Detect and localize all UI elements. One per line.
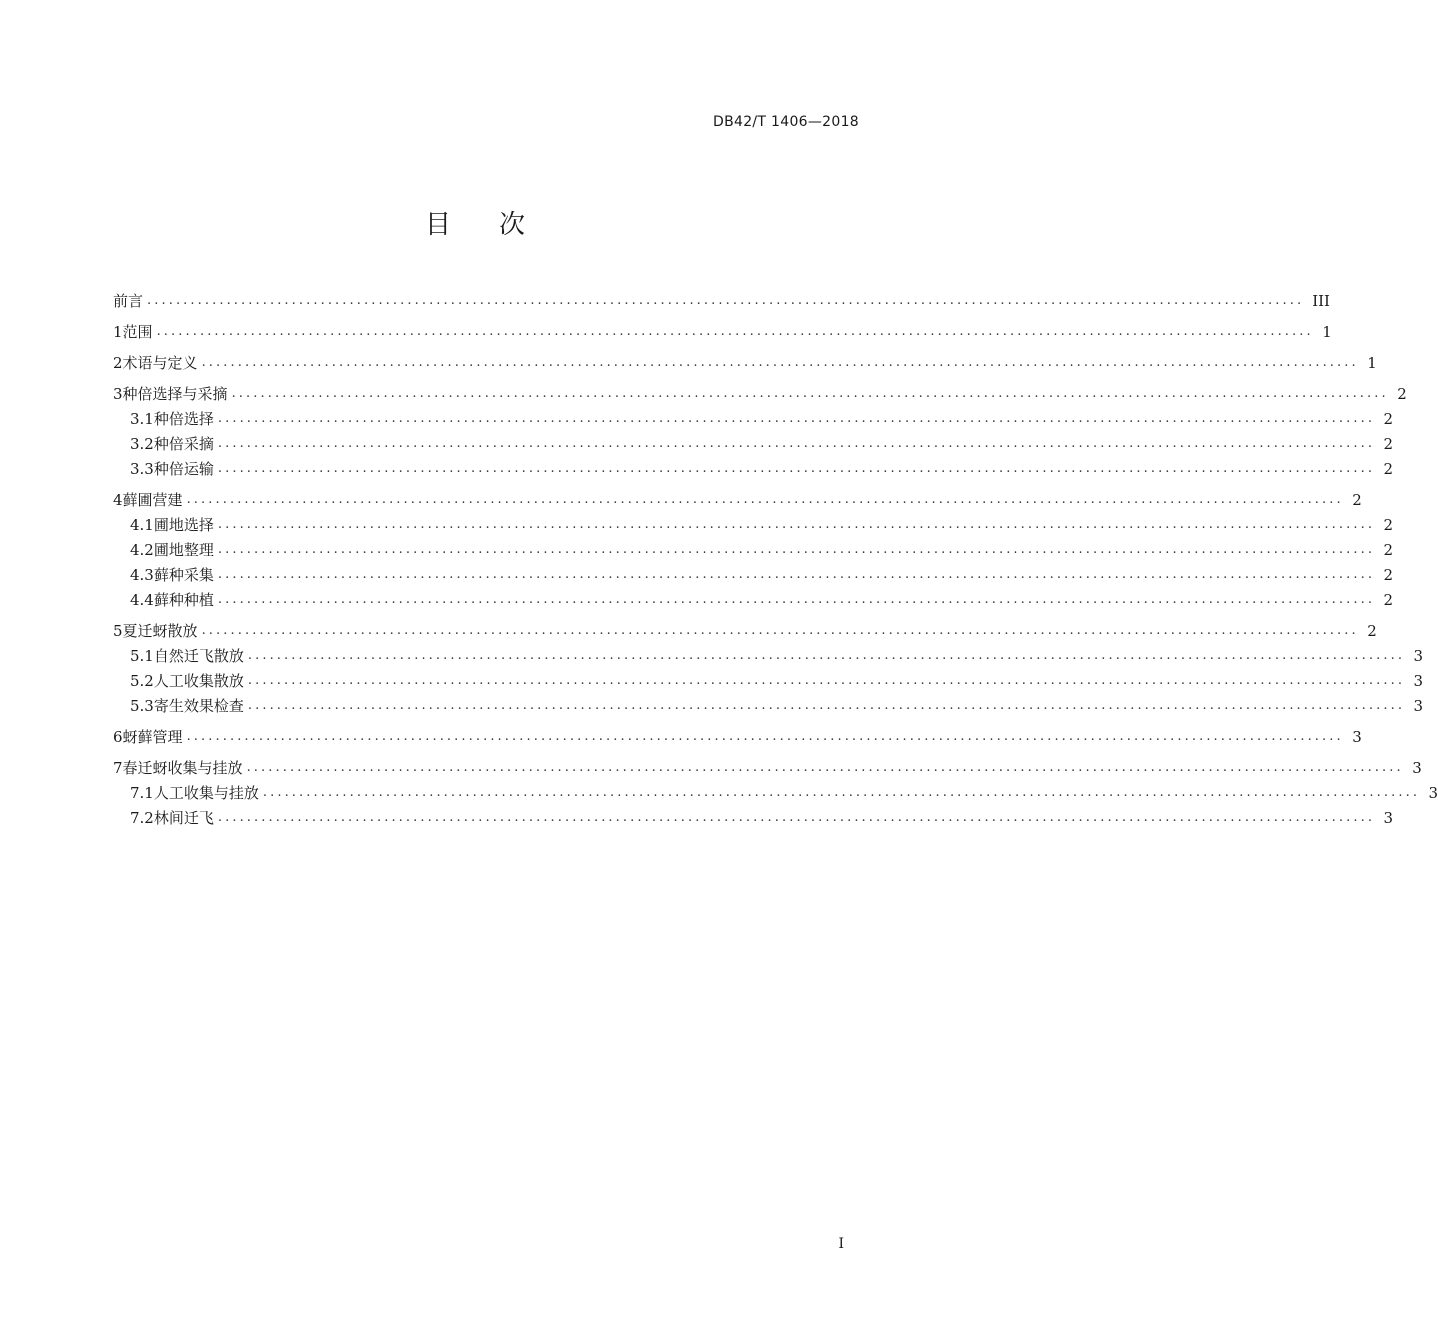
toc-entry-number: 3.3 <box>130 460 154 478</box>
toc-entry-number: 7.2 <box>130 809 154 827</box>
toc-entry[interactable] <box>113 560 1394 585</box>
toc-entry[interactable] <box>113 778 1438 803</box>
toc-entry-page: 1 <box>1367 354 1377 372</box>
toc-entry-page: 3 <box>1413 672 1424 690</box>
toc-entry[interactable] <box>113 286 1330 311</box>
toc-entry-number: 5.1 <box>130 647 154 665</box>
toc-entry-label: 术语与定义 <box>122 354 198 372</box>
toc-entry-number: 6 <box>113 728 123 746</box>
toc-dot-leader: ................................................................................................................................................................ <box>217 567 1376 582</box>
toc-entry[interactable] <box>113 753 1422 778</box>
toc-entry-number: 1 <box>113 323 123 341</box>
toc-entry-number: 7 <box>113 759 123 777</box>
table-of-contents <box>113 286 1438 828</box>
toc-entry-label: 前言 <box>113 292 144 310</box>
toc-dot-leader: ................................................................................................................................................................ <box>231 386 1389 401</box>
toc-entry-number: 4.1 <box>130 516 154 534</box>
toc-dot-leader: ................................................................................................................................................................ <box>217 461 1376 476</box>
page-title: 目次 <box>424 210 573 240</box>
toc-entry-label: 种倍选择与采摘 <box>122 385 228 403</box>
toc-entry[interactable] <box>113 379 1407 404</box>
toc-dot-leader: ................................................................................................................................................................ <box>247 673 1406 688</box>
toc-dot-leader: ................................................................................................................................................................ <box>156 324 1314 339</box>
toc-dot-leader: ................................................................................................................................................................ <box>217 411 1376 426</box>
toc-entry-label: 种倍选择 <box>153 410 214 428</box>
toc-entry[interactable] <box>113 535 1394 560</box>
toc-dot-leader: ................................................................................................................................................................ <box>247 698 1406 713</box>
toc-entry-label: 林间迁飞 <box>153 809 214 827</box>
toc-entry[interactable] <box>113 485 1362 510</box>
toc-dot-leader: ................................................................................................................................................................ <box>246 760 1404 775</box>
page-number: I <box>838 1236 844 1252</box>
toc-entry-page: 2 <box>1397 385 1407 403</box>
toc-entry-page: 3 <box>1413 647 1424 665</box>
toc-entry-number: 5.3 <box>130 697 154 715</box>
toc-entry-number: 4.2 <box>130 541 154 559</box>
toc-entry-page: 2 <box>1383 460 1394 478</box>
toc-entry-number: 2 <box>113 354 123 372</box>
toc-entry-page: 1 <box>1322 323 1332 341</box>
document-code: DB42/T 1406—2018 <box>713 114 859 130</box>
toc-entry-number: 4 <box>113 491 123 509</box>
toc-entry[interactable] <box>113 454 1394 479</box>
toc-entry-page: 3 <box>1413 697 1424 715</box>
toc-entry-label: 藓圃营建 <box>122 491 183 509</box>
toc-entry-label: 自然迁飞散放 <box>153 647 244 665</box>
toc-dot-leader: ................................................................................................................................................................ <box>247 648 1406 663</box>
toc-entry[interactable] <box>113 691 1424 716</box>
toc-entry-number: 5 <box>113 622 123 640</box>
toc-entry-page: 2 <box>1352 491 1362 509</box>
toc-entry-label: 人工收集散放 <box>153 672 244 690</box>
toc-dot-leader: ................................................................................................................................................................ <box>147 293 1305 308</box>
toc-entry-page: 2 <box>1383 435 1394 453</box>
toc-entry-number: 4.3 <box>130 566 154 584</box>
toc-entry-page: 2 <box>1383 541 1394 559</box>
toc-entry-number: 5.2 <box>130 672 154 690</box>
toc-entry[interactable] <box>113 317 1332 342</box>
toc-entry-page: 2 <box>1383 591 1394 609</box>
toc-dot-leader: ................................................................................................................................................................ <box>201 355 1359 370</box>
toc-entry-number: 4.4 <box>130 591 154 609</box>
toc-entry-page: 2 <box>1383 410 1394 428</box>
toc-entry-label: 蚜藓管理 <box>122 728 183 746</box>
toc-entry[interactable] <box>113 641 1424 666</box>
toc-entry-number: 3.2 <box>130 435 154 453</box>
toc-entry-label: 圃地整理 <box>153 541 214 559</box>
toc-entry-page: 3 <box>1412 759 1422 777</box>
toc-entry-number: 3.1 <box>130 410 154 428</box>
toc-entry[interactable] <box>113 348 1377 373</box>
toc-entry-number: 7.1 <box>130 784 154 802</box>
toc-dot-leader: ................................................................................................................................................................ <box>217 810 1376 825</box>
toc-dot-leader: ................................................................................................................................................................ <box>262 785 1421 800</box>
toc-entry[interactable] <box>113 429 1394 454</box>
toc-entry-page: 3 <box>1428 784 1438 802</box>
toc-entry[interactable] <box>113 803 1394 828</box>
toc-entry-label: 种倍运输 <box>153 460 214 478</box>
toc-entry-label: 藓种种植 <box>153 591 214 609</box>
toc-entry-page: 3 <box>1352 728 1362 746</box>
toc-entry-label: 寄生效果检查 <box>153 697 244 715</box>
toc-dot-leader: ................................................................................................................................................................ <box>217 592 1376 607</box>
toc-entry-label: 人工收集与挂放 <box>153 784 259 802</box>
toc-entry-page: III <box>1312 292 1330 310</box>
toc-dot-leader: ................................................................................................................................................................ <box>201 623 1359 638</box>
toc-entry-page: 2 <box>1367 622 1377 640</box>
toc-dot-leader: ................................................................................................................................................................ <box>186 492 1344 507</box>
toc-entry-page: 3 <box>1383 809 1394 827</box>
toc-dot-leader: ................................................................................................................................................................ <box>186 729 1344 744</box>
toc-entry-label: 夏迁蚜散放 <box>122 622 198 640</box>
toc-entry[interactable] <box>113 722 1362 747</box>
toc-entry[interactable] <box>113 585 1394 610</box>
toc-dot-leader: ................................................................................................................................................................ <box>217 517 1376 532</box>
toc-dot-leader: ................................................................................................................................................................ <box>217 542 1376 557</box>
toc-entry[interactable] <box>113 616 1377 641</box>
toc-entry-label: 藓种采集 <box>153 566 214 584</box>
toc-entry-page: 2 <box>1383 516 1394 534</box>
toc-entry[interactable] <box>113 404 1394 429</box>
toc-entry-label: 范围 <box>122 323 153 341</box>
toc-dot-leader: ................................................................................................................................................................ <box>217 436 1376 451</box>
toc-entry-label: 春迁蚜收集与挂放 <box>122 759 243 777</box>
toc-entry[interactable] <box>113 666 1424 691</box>
toc-entry-label: 种倍采摘 <box>153 435 214 453</box>
toc-entry-page: 2 <box>1383 566 1394 584</box>
toc-entry-number: 3 <box>113 385 123 403</box>
toc-entry-label: 圃地选择 <box>153 516 214 534</box>
toc-entry[interactable] <box>113 510 1394 535</box>
